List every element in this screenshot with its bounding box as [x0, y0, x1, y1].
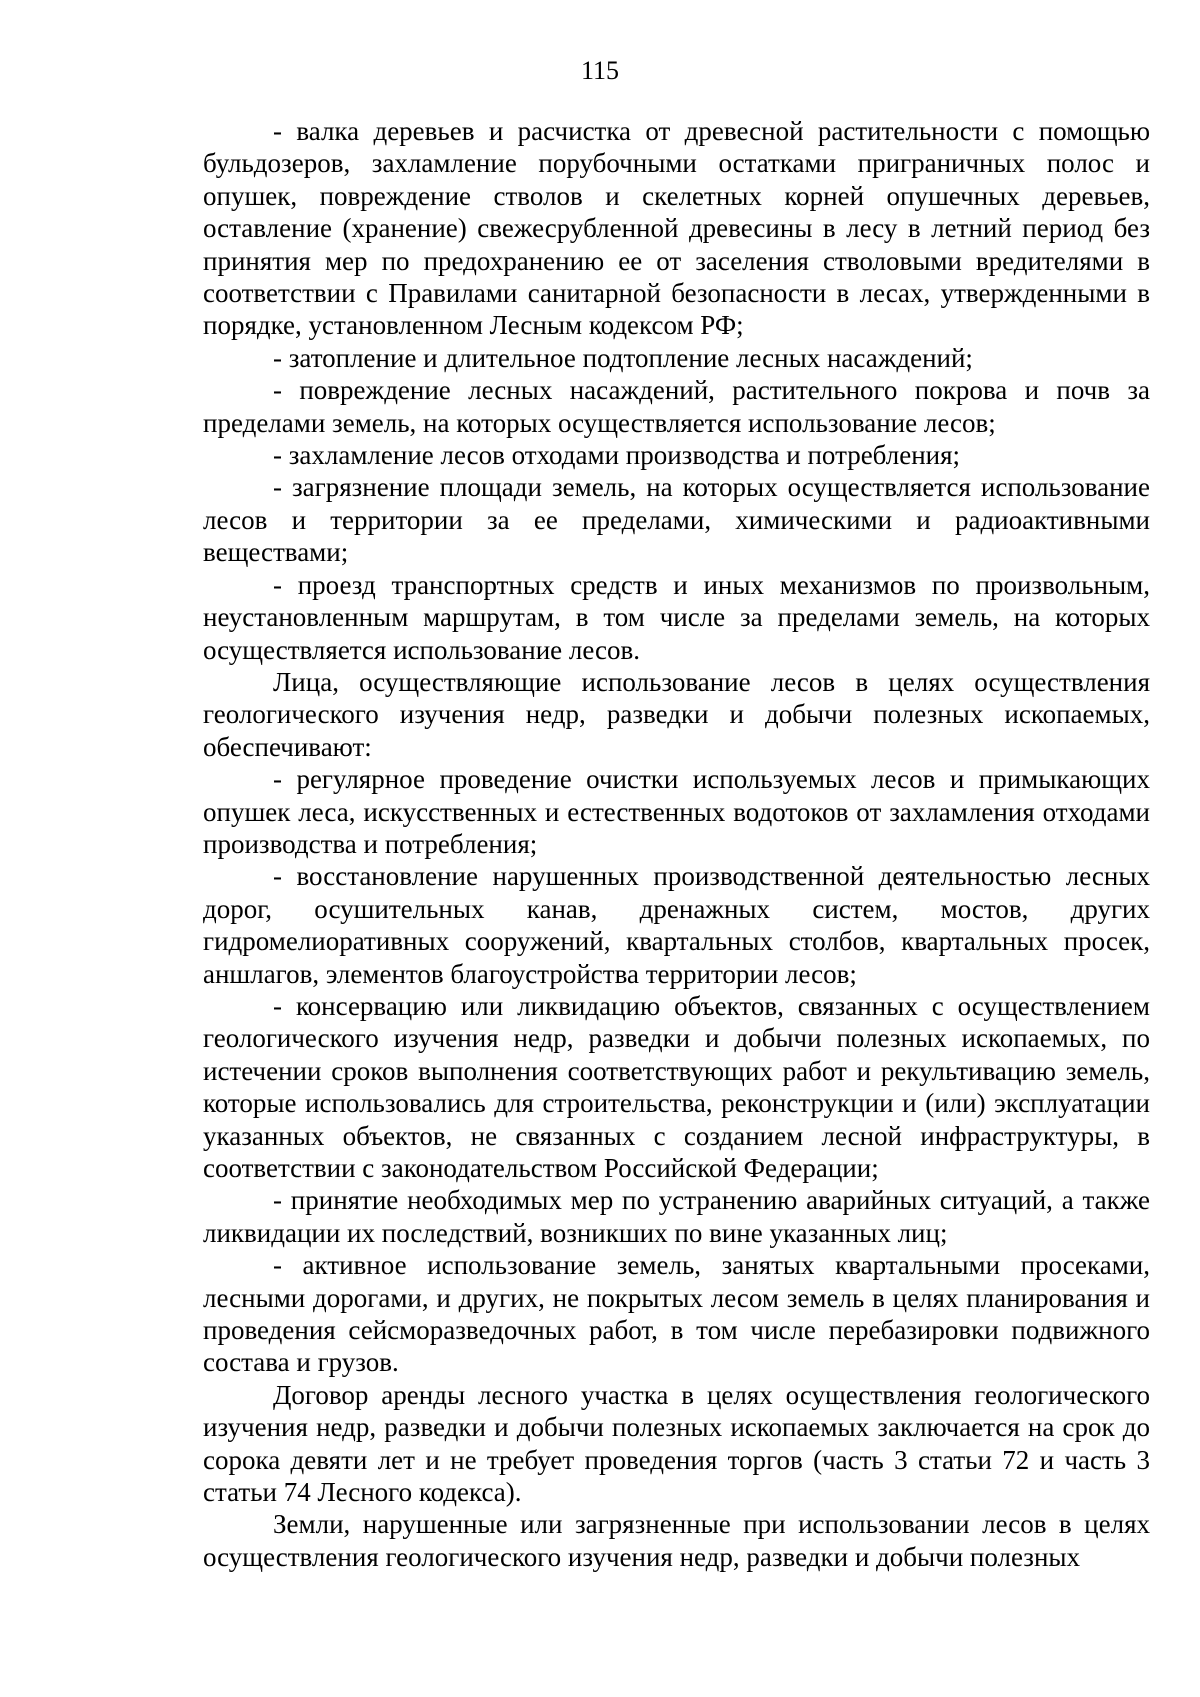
paragraph: - валка деревьев и расчистка от древесной растительности с помощью бульдозеров, захламление порубочными остатками приграничных полос и опушек, повреждение стволов и скелетных корней опушечных деревьев, оставление (хранение) свежесрубленной древесины в лесу в летний период без принятия мер по предохранению ее от заселения стволовыми вредителями в соответствии с Правилами санитарной безопасности в лесах, утвержденными в порядке, установленном Лесным кодексом РФ;	[203, 116, 1150, 341]
paragraph: Договор аренды лесного участка в целях осуществления геологического изучения недр, разведки и добычи полезных ископаемых заключается на срок до сорока девяти лет и не требует проведения торгов (часть 3 статьи 72 и часть 3 статьи 74 Лесного кодекса).	[203, 1379, 1150, 1508]
paragraph: - принятие необходимых мер по устранению аварийных ситуаций, а также ликвидации их последствий, возникших по вине указанных лиц;	[203, 1185, 1150, 1248]
paragraph: - затопление и длительное подтопление лесных насаждений;	[273, 342, 973, 373]
paragraph: - восстановление нарушенных производственной деятельностью лесных дорог, осушительных канав, дренажных систем, мостов, других гидромелиоративных сооружений, квартальных столбов, квартальных просек, аншлагов, элементов благоустройства территории лесов;	[203, 861, 1150, 989]
paragraph: - проезд транспортных средств и иных механизмов по произвольным, неустановленным маршрутам, в том числе за пределами земель, на которых осуществляется использование лесов.	[203, 569, 1150, 665]
page-number: 115	[580, 56, 620, 85]
paragraph: - регулярное проведение очистки используемых лесов и примыкающих опушек леса, искусственных и естественных водотоков от захламления отходами производства и потребления;	[203, 764, 1150, 859]
paragraph: - повреждение лесных насаждений, растительного покрова и почв за пределами земель, на которых осуществляется использование лесов;	[203, 375, 1150, 438]
body-text	[203, 115, 1150, 1573]
paragraph: - захламление лесов отходами производства и потребления;	[273, 440, 961, 471]
paragraph: Лица, осуществляющие использование лесов в целях осуществления геологического изучения недр, разведки и добычи полезных ископаемых, обеспечивают:	[203, 666, 1150, 762]
paragraph: Земли, нарушенные или загрязненные при использовании лесов в целях осуществления геологического изучения недр, разведки и добычи полезных	[203, 1509, 1150, 1572]
paragraph: - консервацию или ликвидацию объектов, связанных с осуществлением геологического изучения недр, разведки и добычи полезных ископаемых, по истечении сроков выполнения соответствующих работ и рекультивацию земель, которые использовались для строительства, реконструкции и (или) эксплуатации указанных объектов, не связанных с созданием лесной инфраструктуры, в соответствии с законодательством Российской Федерации;	[203, 990, 1150, 1183]
paragraph: - загрязнение площади земель, на которых осуществляется использование лесов и территории за ее пределами, химическими и радиоактивными веществами;	[203, 472, 1150, 568]
paragraph: - активное использование земель, занятых квартальными просеками, лесными дорогами, и других, не покрытых лесом земель в целях планирования и проведения сейсморазведочных работ, в том числе перебазировки подвижного состава и грузов.	[203, 1250, 1150, 1378]
